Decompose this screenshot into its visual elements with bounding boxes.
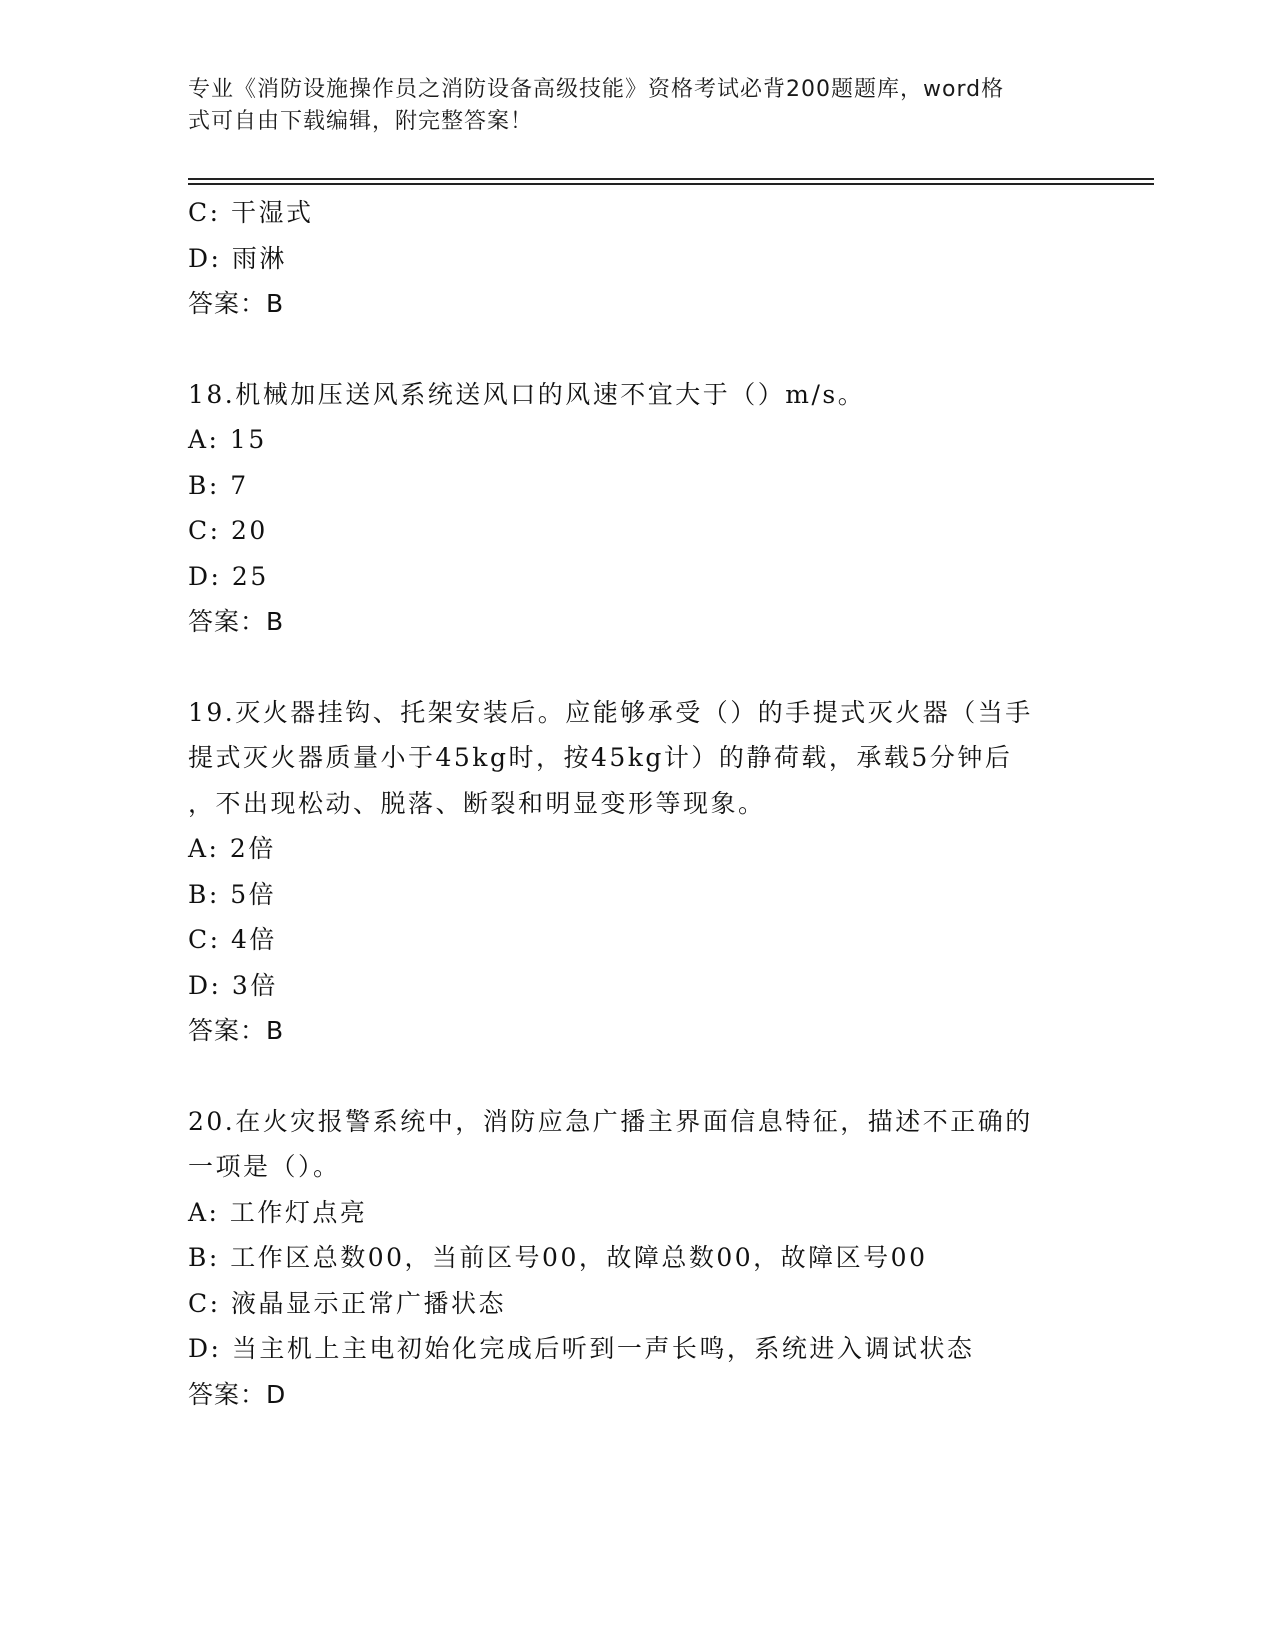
option-a: A: 15 <box>188 425 267 454</box>
option-a: A: 工作灯点亮 <box>188 1197 368 1227</box>
header-rule-bottom <box>188 183 1154 185</box>
option-d: D: 当主机上主电初始化完成后听到一声长鸣，系统进入调试状态 <box>188 1334 975 1363</box>
option-c: C: 4倍 <box>188 925 277 954</box>
question-list <box>188 190 1088 1417</box>
header-rule-top <box>188 178 1154 180</box>
option-d: D: 25 <box>188 561 269 591</box>
question-20 <box>188 1099 1088 1418</box>
option-c: C: 干湿式 <box>188 198 314 227</box>
spacer <box>188 645 1088 690</box>
option-b: B: 工作区总数00，当前区号00，故障总数00，故障区号00 <box>188 1243 928 1272</box>
question-17-tail <box>188 190 1088 327</box>
option-c: C: 20 <box>188 516 268 545</box>
option-b: B: 7 <box>188 470 249 500</box>
question-stem-line-1: 19.灭火器挂钩、托架安装后。应能够承受（）的手提式灭火器（当手 <box>188 697 1033 727</box>
answer-line: 答案：B <box>188 1016 285 1045</box>
question-stem-line-2: 一项是（）。 <box>188 1152 341 1181</box>
option-a: A: 2倍 <box>188 834 276 863</box>
answer-line: 答案：B <box>188 289 285 318</box>
answer-line: 答案：B <box>188 607 285 636</box>
question-19 <box>188 690 1088 1054</box>
question-stem-line-1: 20.在火灾报警系统中，消防应急广播主界面信息特征，描述不正确的 <box>188 1106 1033 1136</box>
question-stem: 18.机械加压送风系统送风口的风速不宜大于（）m/s。 <box>188 379 866 409</box>
page-header <box>188 74 1088 138</box>
option-c: C: 液晶显示正常广播状态 <box>188 1288 506 1318</box>
header-line-2: 式可自由下载编辑，附完整答案！ <box>188 109 534 134</box>
spacer <box>188 1054 1088 1099</box>
question-stem-line-2: 提式灭火器质量小于45kg时，按45kg计）的静荷载，承载5分钟后 <box>188 743 1013 772</box>
header-line-1: 专业《消防设施操作员之消防设备高级技能》资格考试必背200题题库，word格 <box>188 77 1005 102</box>
question-18 <box>188 372 1088 645</box>
answer-line: 答案：D <box>188 1379 287 1409</box>
option-d: D: 3倍 <box>188 970 278 1000</box>
spacer <box>188 327 1088 372</box>
question-stem-line-3: ，不出现松动、脱落、断裂和明显变形等现象。 <box>188 788 766 818</box>
option-d: D: 雨淋 <box>188 243 287 273</box>
option-b: B: 5倍 <box>188 879 277 909</box>
